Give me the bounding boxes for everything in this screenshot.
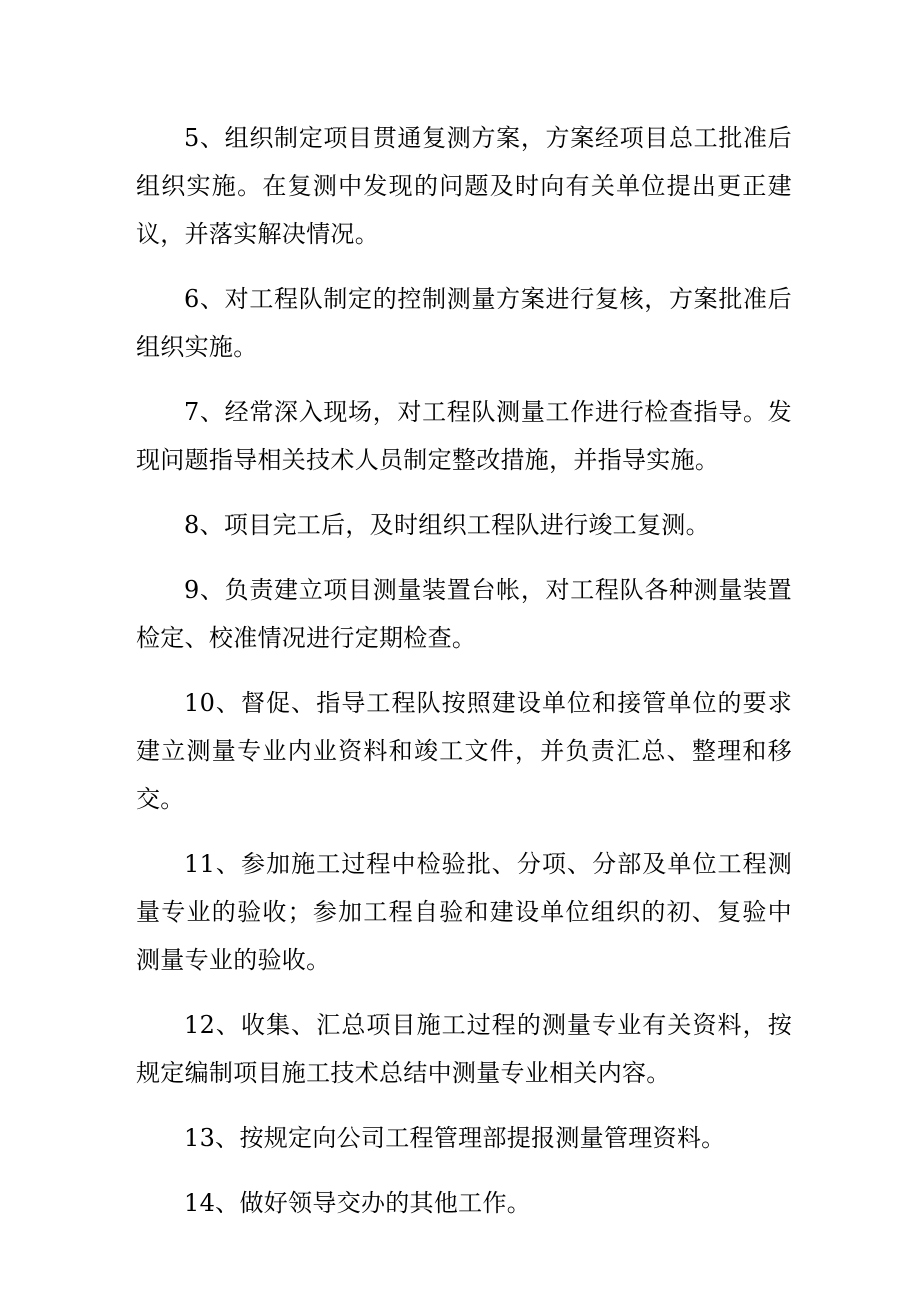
document-body (136, 114, 792, 1244)
paragraph-item-12: 12、收集、汇总项目施工过程的测量专业有关资料，按规定编制项目施工技术总结中测量专业相关内容。 (136, 1011, 792, 1087)
paragraph-item-10: 10、督促、指导工程队按照建设单位和接管单位的要求建立测量专业内业资料和竣工文件，并负责汇总、整理和移交。 (136, 689, 792, 813)
paragraph-item-6: 6、对工程队制定的控制测量方案进行复核，方案批准后组织实施。 (136, 285, 792, 361)
paragraph-item-14: 14、做好领导交办的其他工作。 (184, 1189, 532, 1217)
paragraph-item-7: 7、经常深入现场，对工程队测量工作进行检查指导。发现问题指导相关技术人员制定整改措施，并指导实施。 (136, 398, 792, 474)
paragraph-item-8: 8、项目完工后，及时组织工程队进行竣工复测。 (184, 511, 710, 539)
paragraph-item-5: 5、组织制定项目贯通复测方案，方案经项目总工批准后组织实施。在复测中发现的问题及时向有关单位提出更正建议，并落实解决情况。 (136, 124, 792, 248)
paragraph-item-9: 9、负责建立项目测量装置台帐，对工程队各种测量装置检定、校准情况进行定期检查。 (136, 576, 792, 652)
paragraph-item-11: 11、参加施工过程中检验批、分项、分部及单位工程测量专业的验收；参加工程自验和建设单位组织的初、复验中测量专业的验收。 (136, 850, 792, 974)
paragraph-item-13: 13、按规定向公司工程管理部提报测量管理资料。 (184, 1124, 726, 1152)
